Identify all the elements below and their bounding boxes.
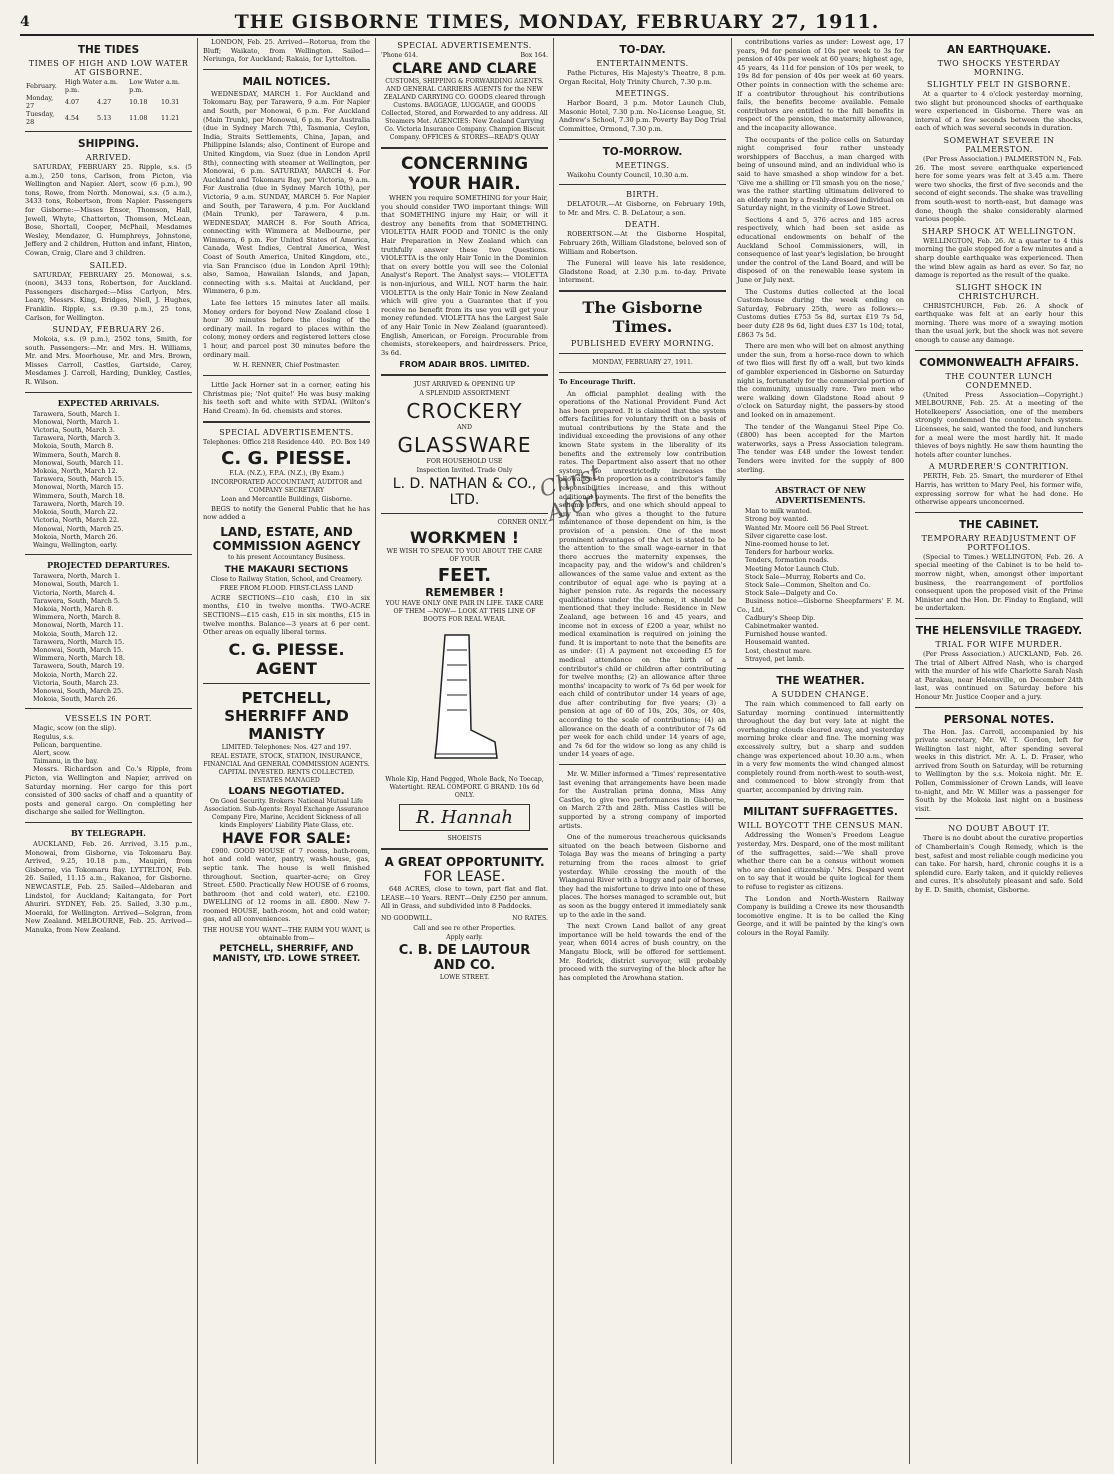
sunday-text: Mokoia, s.s. (9 p.m.), 2502 tons, Smith, for south. Passengers:—Mr. and Mrs. H. Williams, Mr. and Mrs. Moorhouse, Mr. and Mrs. Brown, Misses Carroll, Castles, Gartside, Carey, Mesdames J. Carroll, Harding, Dunkley, Castles, R. Wilson. [25,335,192,387]
divider [203,683,370,684]
palmerston-text: (Per Press Association.) PALMERSTON N., Feb. 26. The most severe earthquake experienced here for some years was felt at 3.45 a.m. There were two shocks, the first of five seconds and the second of eight seconds. The shake was travelling from south-west to north-east, but damage was done, though the shake considerably alarmed various people. [915,154,1083,224]
workmen-title: WORKMEN ! [409,528,520,548]
murderer-text: PERTH, Feb. 25. Smart, the murderer of Ethel Harris, has written to Mary Peel, his former wife, expressing sorrow for what he had done. He otherwise appears unconcerned. [915,472,1083,507]
nathan-title: L. D. NATHAN & CO., LTD. [392,476,537,509]
horner-ad: Little Jack Horner sat in a corner, eating his Christmas pie; 'Not quite!' He was busy making his teeth soft and white with SYDAL (Wilton's Hand Cream). In 6d. chemists and stores. [203,381,370,415]
helensville-subtitle: TRIAL FOR WIFE MURDER. [935,639,1063,649]
hair-footer: FROM ADAIR BROS. LIMITED. [399,360,530,370]
tides-header-row [25,78,192,94]
table-cell: Monday, 27 [26,94,54,110]
tides-table [25,78,192,126]
list-item: Monowai, North, March 15. [33,483,124,492]
hair-text: WHEN you require SOMETHING for your Hair, you should consider TWO important things: Will that SOMETHING injure my Hair, or will it destroy any benefits from that SOMETHING. VIOLETTA HAIR FOOD and TONIC is the only Hair Preparation in New Zealand which can truthfully answer these two Questions. VIOLETTA is the only Hair Tonic in the Dominion that on every bottle you will see the Colonial Analyst's Report. The Analyst says:— VIOLETTA is non-injurious, and WILL NOT harm the hair. VIOLETTA is the only Hair Tonic in New Zealand which will give you a Guarantee that if you receive no benefit from its use you will get your money refunded. VIOLETTA has the Largest Sale of any Hair Tonic in New Zealand (guaranteed). English, American, or Foreign. Procurable from chemists, storekeepers, and hairdressers. Price, 3s 6d. [381,194,548,357]
boot-illustration [425,630,505,770]
divider [559,372,726,373]
divider [381,848,548,850]
earthquake-subtitle-2: SLIGHTLY FELT IN GISBORNE. [927,80,1071,89]
list-item: Mokoia, North, March 8. [33,604,114,613]
divider [737,668,904,669]
list-item: Tenders for harbour works. [745,548,834,557]
vessels-title: VESSELS IN PORT. [65,714,152,724]
divider [25,708,192,709]
divider [559,139,726,140]
entertainments-title: ENTERTAINMENTS. [596,59,689,68]
petchell-text: REAL ESTATE, STOCK, STATION, INSURANCE, FINANCIAL And GENERAL COMMISSION AGENTS. CAPITAL INVESTED. RENTS COLLECTED. ESTATES MANAGED [203,752,370,784]
meetings-text: Harbor Board, 3 p.m. Motor Launch Club, Masonic Hotel, 7.30 p.m. No-License League, St. Andrew's School, 7.30 p.m. Poverty Bay Dog Trial Committee, Ormond, 7.30 p.m. [559,99,726,133]
birth-title: BIRTH. [626,190,659,200]
funeral-text: The Funeral will leave his late residence, Gladstone Road, at 2.30 p.m. to-day. Private interment. [559,259,726,285]
divider [381,513,548,514]
petchell-sub: LIMITED. Telephones: Nos. 427 and 197. [221,743,352,751]
earthquake-title: AN EARTHQUAKE. [947,44,1051,56]
hair-title: CONCERNING YOUR HAIR. [400,154,529,194]
divider [559,290,726,292]
lease-text: 648 ACRES, close to town, part flat and flat. LEASE—10 Years. RENT—Only £250 per annum. All in Grass, and subdivided into 8 Paddocks. [381,885,548,911]
apply-text: Apply early. [446,934,483,942]
divider [915,707,1083,708]
opportunity-title: A GREAT OPPORTUNITY. [384,855,545,870]
lautour-address: LOWE STREET. [439,974,490,982]
divider [915,350,1083,351]
castles-text: Mr. W. Miller informed a 'Times' representative last evening that arrangements have been made for the Australian prima donna, Miss Amy Castles, to give two performances in Gisborne, on March 27th and 28th. Miss Castles will be supported by a strong company of imported artists. [559,770,726,830]
table-cell: 5.13 [97,114,112,122]
hannah-sub: SHOEISTS [447,835,482,843]
piesse-agent: C. G. PIESSE. AGENT [228,639,345,678]
abstract-list [737,507,904,663]
tender-text: The tender of the Wanganui Steel Pipe Co. (£800) has been accepted for the Marton waterworks, says a Press Association telegram. The tender was £48 under the lowest tender. Tenders were invited for the supply of 800 sterling. [737,422,904,474]
table-cell: Tuesday, 28 [26,110,55,126]
boot-text: Whole Kip, Hand Pegged, Whole Back, No Toecap, Watertight. REAL COMFORT. G BRAND. 10s 6d ONLY. [385,776,544,800]
divider [381,147,548,149]
telephones: Telephones: Office 218 Residence 440. [203,438,325,446]
clare-text: CUSTOMS, SHIPPING & FORWARDING AGENTS. AND GENERAL CARRIERS AGENTS for the NEW ZEALAND CARRYING CO. GOODS cleared through Customs. BAGGAGE, LUGGAGE, and GOODS Collected, Stored, and Forwarded to any address. All Steamers Met. AGENCIES: New Zealand Carrying Co. Victoria Insurance Company. Champion Biscuit Company. OFFICES & STORES—READ'S QUAY [381,78,548,141]
lease-title: FOR LEASE. [423,869,506,886]
tides-header-cell: February. [26,82,57,90]
table-cell: 10.18 [129,98,148,106]
sailed-title: SAILED. [89,260,128,270]
london-text: LONDON, Feb. 25. Arrived—Rotorua, from the Bluff; Waikato, from Wellington. Sailed—Neriunga, for Auckland; Rakaia, for Lyttelton. [203,38,370,64]
table-row [25,94,192,110]
projected-departures-title: PROJECTED DEPARTURES. [47,560,170,571]
list-item: Tarawera, South, March 15. [33,475,125,484]
personal-text: The Hon. Jas. Carroll, accompanied by his private secretary, Mr. W. T. Gordon, left for Wellington last night, after spending several weeks in this district. Mr. A. L. D. Fraser, who arrived from South on Saturday, will be returning to Wellington by the s.s. Mokoia night. Mr. E. Pollen, Commissioner of Crown Lands, will leave to-night, and Mr. W. Miller was a passenger for South by the Mokoia last night on a business visit. [915,727,1083,813]
page-title: THE GISBORNE TIMES, MONDAY, FEBRUARY 27, 1911. [234,11,880,33]
arrived-title: ARRIVED. [85,153,132,162]
list-item: Wanted Mr. Moore cell 56 Peel Street. [745,523,869,532]
meetings-title: MEETINGS. [615,89,670,99]
divider [25,822,192,823]
page-number: 4 [20,14,30,30]
arrived-text: SATURDAY, FEBRUARY 25. Ripple, s.s. (5 a.m.), 250 tons, Carlson, from Picton, via Wellington and Napier. Alert, scow (6 p.m.), 90 tons, Rowe, from North. Monowai, s.s. (5 a.m.), 3433 tons, Robertson, from Napier. Passengers for Gisborne:—Misses Ensor, Thomson, Hall, Jewell, Whyte, Chatterton, Thomson, McLean, Bose, Shortall, Cooper, McPhail, Mesdames Wesley, Mendazer, G. Humphreys, Johnstone, Jeffery and 2 children, Hutton and infant, Hinton, Cowan, Craig, Clare and 3 children. [25,163,192,257]
list-item: Mokoia, South, March 8. [33,442,114,451]
divider [381,374,548,376]
tides-header-cell: High Water a.m. p.m. [64,78,118,94]
abstract-title: ABSTRACT OF NEW ADVERTISEMENTS. [775,485,866,506]
clare-title: CLARE AND CLARE [392,61,537,77]
list-item: Mokoia, South, March 26. [33,695,118,704]
shipping-title: SHIPPING. [78,138,139,150]
box: Box 164. [520,52,548,59]
list-item: Meeting Motor Launch Club. [745,564,840,573]
railway-text: The London and North-Western Railway Company is building a Crewe its new thousandth locomotive engine. It is to be called the King George, and it will be painted by the king's own colours in the Royal Family. [737,894,904,938]
murderer-title: A MURDERER'S CONTRITION. [929,462,1069,472]
list-item: Monowai, South, March 15. [33,645,124,654]
column-6 [910,38,1088,1464]
list-item: Tarawera, North, March 19. [33,499,125,508]
list-item: Tenders, formation roads. [745,556,829,565]
cabinet-text: (Special to Times.) WELLINGTON, Feb. 26. A special meeting of the Cabinet is to be held to-morrow night, when, amongst other important business, the rearrangement of portfolios consequent upon the proposed visit of the Prime Minister and the Hon. Dr. Finday to England, will be undertaken. [915,552,1083,613]
weather-title: THE WEATHER. [776,674,865,687]
table-cell: 4.54 [64,114,80,122]
acre-text: ACRE SECTIONS—£10 cash, £10 in six months, £10 in twelve months. TWO-ACRE SECTIONS—£15 cash, £15 in six months, £15 in twelve months. Balance—3 years at 6 per cent. Other areas on equally liberal terms. [203,593,370,637]
piesse-quals: F.I.A. (N.Z.), F.P.A. (N.Z.), (By Exam.) [229,469,344,477]
weather-text: The rain which commenced to fall early on Saturday morning continued intermittently throughout the day but very late at night the overhanging clouds cleared away, and yesterday morning broke clear and fine. The morning was excessively sultry, but a sharp and sudden change was experienced about 10.30 a.m., when in a very few moments the wind changed almost completely round from north-west to south-west, and commenced to blow strongly from that quarter, accompanied by driving rain. [737,699,904,794]
newspaper-flag: The Gisborne Times. [582,297,703,336]
christchurch-title: SLIGHT SHOCK IN CHRISTCHURCH. [955,282,1043,301]
list-item: Strayed, pet lamb. [745,654,805,663]
tides-title: THE TIDES [77,44,140,56]
customs-text: The Customs duties collected at the local Custom-house during the week ending on Saturday, February 25th, were as follows:—Customs duties £753 5s 8d, surtax £19 7s 5d, beer duty £28 9s 6d, light dues £37 1s 10d; total, £863 7s 5d. [737,287,904,339]
leader-side-heading: To Encourage Thrift. [559,377,636,386]
list-item: Mokoia, North, March 26. [33,532,118,541]
handwritten-annotation-text: Chrst Aforl [536,460,605,527]
list-item: Cabinetmaker wanted. [745,621,819,630]
leader-text: An official pamphlet dealing with the operations of the National Provident Fund Act has been prepared. It is claimed that the system offers facilities for voluntary thrift on a basis of mutual contributions by the State and the individual exceeding the provisions of any other known State system in the liberality of its benefits and the extremely low contribution rates. The Department also assert that no other system so unrestrictedly increases the allowances in proportion as a contributor's family responsibilities increase, and this without additional payments. The first of the benefits the scheme offers, and one which should appeal to any man who gives a thought to the future maintenance of those dependent on him, is the provision of a pension. One of the most prominent advantages of the Act is stated to be the attention to the small wage-earner in that there accrues the maternity expenses, the incapacity pay, and the widow's and children's allowances of the same value and extent as the contributor of equal age who is paying at a higher pension rate. As regards the necessary qualifications under the scheme, it should be mentioned that they include: Residence in New Zealand, age between 16 and 45 years, and income not in excess of £200 a year, whilst no medical examination is required on joining the fund. It is important to note that the benefits are as under: (1) A payment not exceeding £5 for medical attendance on the birth of a contributor's child or children after contributing for twelve months; (2) an allowance after three months' incapacity to work of 7s 6d per week for each child of contributor under 14 years of age, due after contributing for five years; (3) a pension at age of 60 of 10s, 20s, 30s, or 40s, according to the scale of contributions; (4) an allowance on the death of a contributor of 7s 6d per week for each child under 14 years of age, and 7s 6d for the widow so long as any child is under 14 years of age. [559,389,726,759]
today-title: TO-DAY. [619,44,666,56]
list-item: Tarawera, North, March 3. [33,434,121,443]
column-3 [376,38,554,1464]
list-item: Victoria, South, March 3. [33,426,115,435]
divider [25,392,192,393]
column-4 [554,38,732,1464]
lunch-text: (United Press Association—Copyright.) MELBOURNE, Feb. 25. At a meeting of the Hotelkeepers' Association, one of the members strongly condemned the counter lunch system. Licensees, he said, wanted the food, and lunchers for a meal were the most hardly hit. It made thieves of boys nightly. He saw them haunting the hotels after counter lunches. [915,390,1083,459]
for-sale-title: HAVE FOR SALE: [222,830,351,847]
list-item: Cadbury's Sheep Dip. [745,613,816,622]
for-sale-text: £900. GOOD HOUSE of 7 rooms, bath-room, hot and cold water, pantry, wash-house, gas, septic tank. The house is well finished throughout. Section, quarter-acre; on Grey Street. £500. Practically New HOUSE of 6 rooms, bathroom (hot and cold water), etc. £2100. DWELLING of 12 rooms in all. £800. New 7-roomed HOUSE, bath-room, hot and cold water; gas, and all conveniences. [203,846,370,924]
tides-subtitle: TIMES OF HIGH AND LOW WATER AT GISBORNE. [28,59,189,77]
expected-arrivals-title: EXPECTED ARRIVALS. [57,397,160,408]
list-item: Stock Sale—Murray, Roberts and Co. [745,572,866,581]
list-item: Wimmera, South, March 8. [33,450,121,459]
earthquake-text: At a quarter to 4 o'clock yesterday morning, two slight but pronounced shocks of earthquake were experienced in Gisborne. There was an interval of a few seconds between the shocks, each of which was several seconds in duration. [915,90,1083,133]
telegraph-text: AUCKLAND, Feb. 26. Arrived, 3.15 p.m., Monowai, from Gisborne, via Tokomaru Bay. Arrived, 9.25, 10.18 p.m., Maupiri, from Gisborne, via Tokomaru Bay. LYTTELTON, Feb. 26. Sailed, 11.15 a.m., Rakanoa, for Gisborne. NEWCASTLE, Feb. 25. Sailed—Aldebaran and Lindstol, for Auckland; Kaitangata, for Port Ahuriri. SYDNEY, Feb. 25. Sailed, 3.30 p.m., Moeraki, for Wellington. Arrived—Solgran, from New Zealand. MELBOURNE, Feb. 25. Arrived—Manuka, from New Zealand. [25,839,192,934]
birth-text: DELATOUR.—At Gisborne, on February 19th, to Mr. and Mrs. C. B. DeLatour, a son. [559,200,726,217]
glassware-title: GLASSWARE [397,433,532,458]
doubt-text: There is no doubt about the curative properties of Chamberlain's Cough Remedy, which is the best, safest and most reliable cough medicine you can take. For harsh, hard, chronic coughs it is a splendid cure. Early taken, and it quickly relieves and cures. It's absolutely pleasant and safe. Sold by E. D. Smith, chemist, Gisborne. [915,834,1083,894]
list-item: Business notice—Gisborne Sheepfarmers' F. M. Co., Ltd. [737,597,904,614]
police-cells-text: The occupants of the police cells on Saturday night comprised four rather unsteady worshippers of Bacchus, a man charged with being of unsound mind, and an individual who is said to have smashed a shop window for a bet. 'Give me a shilling or I'll smash you on the nose,' was the rather startling ultimatum delivered to an elderly man by a freshly-dressed individual on Saturday night, in the vicinity of Lowe Street. [737,135,904,213]
list-item: Victoria, North, March 4. [33,588,115,597]
list-item: Regulus, s.s. [33,732,74,741]
no-rates: NO RATES. [512,915,548,923]
betting-text: There are men who will bet on almost anything under the sun, from a horse-race down to which of two flies will first fly off a wall, but two kinds of gambler experienced in Gisborne on Saturday night is, fortunately for the commercial portion of the community, unusually rare. Two men who were walking down Gladstone Road about 9 o'clock on Saturday night, the passers-by stood and looked on in amazement. [737,342,904,419]
list-item: Stock Sale—Dalgety and Co. [745,589,838,598]
remember-text: YOU HAVE ONLY ONE PAIR IN LIFE. TAKE CARE OF THEM —NOW— LOOK AT THIS LINE OF BOOTS FOR REAL WEAR. [385,600,544,624]
crown-land-text: The next Crown Land ballot of any great importance will be held towards the end of the year, when 6014 acres of bush country, on the Mangatu Block, will be offered for settlement. Mr. Rodrick, district surveyor, will probably proceed with the surveying of the block after he has completed the Arowhana station. [559,922,726,982]
suffragettes-text: Addressing the Women's Freedom League yesterday, Mrs. Despard, one of the most militant of the suffragettes, said:—'We shall prove whether there can be a census without women who are denied citizenship.' Mrs. Despard went on to say that it would be quite logical for them to refuse to register as citizens. [737,831,904,892]
columns [20,38,1094,1464]
divider [559,184,726,185]
list-item: Nine-roomed house to let. [745,539,830,548]
list-item: Silver cigarette case lost. [745,531,828,540]
hannah-signature: R. Hannah [399,804,530,831]
list-item: Tarawera, South, March 19. [33,662,125,671]
divider [559,764,726,765]
list-item: Alert, scow. [33,748,71,757]
table-cell: 4.07 [64,98,80,106]
column-1 [20,38,198,1464]
list-item: Wimmera, South, March 18. [33,491,125,500]
divider [25,554,192,555]
cabinet-title: THE CABINET. [958,518,1040,531]
crockery-title: CROCKERY [406,399,523,424]
column-2 [198,38,376,1464]
mail-late-text: Late fee letters 15 minutes later all mails. Money orders for beyond New Zealand close 1 hour 30 minutes before the closing of the ordinary mail. In regard to places within the colony, money orders and registered letters close 1 hour, and parcel post 30 minutes before the ordinary mail. [203,299,370,359]
house-want-text: THE HOUSE YOU WANT—THE FARM YOU WANT, is obtainable from— [203,927,370,943]
and-text: AND [457,424,472,432]
makauri-text: Close to Railway Station, School, and Creamery. [210,575,363,583]
land-agency-title: LAND, ESTATE, AND COMMISSION AGENCY [212,524,361,553]
death-title: DEATH. [624,220,661,230]
loans-title: LOANS NEGOTIATED. [228,785,345,797]
personal-title: PERSONAL NOTES. [943,713,1055,726]
published-line: PUBLISHED EVERY MORNING. [570,338,715,348]
workmen-text: WE WISH TO SPEAK TO YOU ABOUT THE CARE OF YOUR [386,548,543,564]
suffragettes-subtitle: WILL BOYCOTT THE CENSUS MAN. [737,821,904,831]
list-item: Strong boy wanted. [745,515,809,524]
divider [737,479,904,480]
piesse-line: INCORPORATED ACCOUNTANT, AUDITOR and COMPANY SECRETARY [211,478,362,494]
list-item: Tarawera, South, March 1. [33,409,120,418]
list-item: Monowai, South, March 1. [33,580,120,589]
call-text: Call and see re other Properties. [413,925,516,933]
divider [203,69,370,70]
list-item: Victoria, North, March 22. [33,516,120,525]
makauri-more: FREE FROM FLOOD. FIRST-CLASS LAND [219,584,354,592]
list-item: Mokoia, North, March 12. [33,467,118,476]
list-item: Wimmera, North, March 8. [33,613,121,622]
contact-row [203,438,370,448]
land-agency-sub: to his present Accountancy Business. [228,553,345,561]
household-text: FOR HOUSEHOLD USE [426,458,503,466]
death-text: ROBERTSON.—At the Gisborne Hospital, February 26th, William Gladstone, beloved son of William and Robertson. [559,230,726,256]
list-item: Mokoia, North, March 22. [33,670,118,679]
date-line: MONDAY, FEBRUARY 27, 1911. [592,358,693,366]
quicksand-text: One of the numerous treacherous quicksands situated on the beach between Gisborne and Tolaga Bay was the means of bringing a party returning from the races almost to grief yesterday. While crossing the mouth of the Wianganui River with a buggy and pair of horses, they had the misfortune to drive into one of these places. The horses managed to scramble out, but as soon as the buggy entered it immediately sank up to the axle in the sand. [559,833,726,919]
list-item: Mokoia, South, March 22. [33,508,118,517]
list-item: Monowai, North, March 25. [33,524,124,533]
divider [203,375,370,376]
vessels-text: Messrs. Richardson and Co.'s Ripple, from Picton, via Wellington and Napier, arrived on Saturday morning. Her cargo for this port consisted of 300 sacks of chaff and a quantity of posts and general cargo. On completing her discharge she sailed for Wellington. [25,765,192,817]
po-box: P.O. Box 149 [330,438,370,446]
list-item: Pelican, barquentine. [33,740,103,749]
list-item: Stock Sale—Common, Shelton and Co. [745,580,871,589]
list-item: Magic, scow (on the slip). [33,724,117,733]
piesse-loan: Loan and Mercantile Buildings, Gisborne. [220,495,353,503]
boot-icon [425,630,505,770]
no-goodwill: NO GOODWILL. [381,915,433,923]
petchell-title: PETCHELL, SHERRIFF AND MANISTY [224,688,349,743]
sections-text: Sections 4 and 5, 376 acres and 185 acres respectively, which had been set aside as educational endowments on behalf of the Auckland School Commissioners, will, in consequence of last year's legislation, be brought under the control of the Land Board, and will be disposed of on the renewable lease system in June or July next. [737,215,904,285]
arrived-banner: JUST ARRIVED & OPENING UP [414,381,515,389]
list-item: Mokoia, South, March 12. [33,629,118,638]
contact-row [381,51,548,61]
cabinet-subtitle: TEMPORARY READJUSTMENT OF PORTFOLIOS. [921,533,1077,552]
piesse-name: C. G. PIESSE. [221,447,352,469]
vessels-list [25,724,192,765]
divider [25,131,192,132]
corner-text: CORNER ONLY. [497,519,548,527]
inspection-text: Inspection Invited. Trade Only [416,467,513,475]
list-item: Tarawera, North, March 15. [33,637,125,646]
loans-text: On Good Security. Brokers: National Mutual Life Association. Sub-Agents: Royal Exchange Assurance Company Fire, Marine, Accident Sickness of all kinds Employers' Liability Plate Glass, etc. [204,797,369,829]
list-item: Waingu, Wellington, early. [33,540,118,549]
table-row [25,110,192,126]
feet-title: FEET. [437,565,492,587]
special-ads-title: SPECIAL ADVERTISEMENTS. [397,41,532,50]
masthead [20,10,1094,36]
lunch-title: THE COUNTER LUNCH CONDEMNED. [945,371,1053,390]
list-item: Furnished house wanted. [745,630,828,639]
divider [915,618,1083,619]
table-cell: 4.27 [97,98,112,106]
divider [915,818,1083,819]
commonwealth-title: COMMONWEALTH AFFAIRS. [919,356,1079,369]
wellington-text: WELLINGTON, Feb. 26. At a quarter to 4 this morning the gale stopped for a few minutes and a sharp double earthquake was experienced. Then the wind blew again as hard as ever. So far, no damage is reported as the result of the quake. [915,236,1083,280]
list-item: Monowai, South, March 25. [33,686,124,695]
expected-arrivals-list [25,410,192,549]
list-item: Man to milk wanted. [745,507,812,516]
mail-notices-text: WEDNESDAY, MARCH 1. For Auckland and Tokomaru Bay, per Tarawera, 9 a.m. For Napier and South, per Monowai, 6 p.m. For Auckland (Main Trunk), per Monowai, 6 p.m. For Australia (due in Sydney March 7th), Tasmania, Ceylon, India, Straits Settlements, China, Japan, and Philippine Islands; also, Continent of Europe and United Kingdom, via Suez (due in London April 8th), connecting with steamer at Wellington, per Monowai, 6 p.m. SATURDAY, MARCH 4. For Auckland and Tokomaru Bay, per Victoria, 9 a.m. For Australia (due in Sydney March 10th), per Victoria, 9 a.m. SUNDAY, MARCH 5. For Napier and South, per Tarawera, 4 p.m. For Auckland (Main Trunk), per Tarawera, 4 p.m. WEDNESDAY, MARCH 8. For South Africa, connecting with Wimmera at Melbourne, per Wimmera, 6 p.m. For United States of America, Canada, West Indies, Central America, West Coast of South America, United Kingdom, etc., via San Francisco (due in London April 19th); also, Samoa, Hawaiian Islands, and Japan, connecting with s.s. Maitai at Auckland, per Wimmera, 6 p.m. [203,89,370,296]
tides-header-cell: Low Water a.m. p.m. [129,78,180,94]
remember-title: REMEMBER ! [425,586,504,600]
sailed-text: SATURDAY, FEBRUARY 25. Monowai, s.s. (noon), 3433 tons, Robertson, for Auckland. Passengers discharged:—Miss Carlyon, Mrs. Leary, Messrs. King, Bridges, Niell, J. Hughes, Franklin. Ripple, s.s. (9.30 p.m.), 25 tons, Carlson, for Wellington. [25,270,192,322]
palmerston-title: SOMEWHAT SEVERE IN PALMERSTON. [943,135,1055,154]
column-5 [732,38,910,1464]
divider [203,421,370,423]
phone: 'Phone 614. [381,52,418,59]
postmaster: W. H. RENNER, Chief Postmaster. [233,362,340,370]
list-item: Tarawera, South, March 5. [33,596,120,605]
lautour-title: C. B. DE LAUTOUR AND CO. [398,943,531,974]
list-item: Wimmera, North, March 18. [33,654,125,663]
helensville-title: THE HELENSVILLE TRAGEDY. [915,624,1083,637]
helensville-text: (Per Press Association.) AUCKLAND, Feb. 26. The trial of Albert Alfred Nash, who is charged with the murder of his wife Charlotte Sarah Nash at Parakau, near Helensville, on December 24th last, was continued on Saturday before his Honour Mr. Justice Cooper and a jury. [915,649,1083,701]
divider [915,512,1083,513]
list-item: Monowai, North, March 11. [33,621,124,630]
sunday-title: SUNDAY, FEBRUARY 26. [52,325,165,335]
table-cell: 10.31 [161,98,180,106]
telegraph-title: BY TELEGRAPH. [71,827,146,838]
doubt-title: NO DOUBT ABOUT IT. [948,824,1050,834]
contributions-text: contributions varies as under: Lowest age, 17 years, 9d for pension of 10s per week to 3s for pension of 40s per week at 60 years; highest age, 45 years, 4s 11d for pension of 10s per week, to 19s 8d for pension of 40s per week at 60 years. Other points in connection with the scheme are: If a contributor throughout his contributions fails, the benefits become available. Female contributors are entitled to the full benefits in respect of the pension, the maternity allowance, and the incapacity allowance. [737,38,904,132]
list-item: Monowai, North, March 1. [33,417,120,426]
divider [559,353,726,354]
table-cell: 11.08 [129,114,148,122]
mail-notices-title: MAIL NOTICES. [242,75,331,88]
suffragettes-title: MILITANT SUFFRAGETTES. [743,806,898,819]
weather-subtitle: A SUDDEN CHANGE. [771,689,870,699]
lease-row [381,914,548,924]
entertainments-text: Pathe Pictures, His Majesty's Theatre, 8 p.m. Organ Recital, Holy Trinity Church, 7.30 p.m. [559,69,726,86]
divider [737,799,904,800]
meetings2-title: MEETINGS. [615,160,670,170]
list-item: Lost, chestnut mare. [745,646,812,655]
begs-text: BEGS to notify the General Public that he has now added a [203,504,370,522]
projected-departures-list [25,572,192,703]
list-item: Monowai, South, March 11. [33,458,124,467]
table-cell: 11.21 [161,114,180,122]
list-item: Tarawera, North, March 1. [33,572,121,581]
special-ads-title: SPECIAL ADVERTISEMENTS. [219,427,354,437]
makauri-title: THE MAKAURI SECTIONS [224,564,349,575]
tomorrow-title: TO-MORROW. [602,145,683,158]
list-item: Victoria, South, March 23. [33,678,119,687]
splendid-text: A SPLENDID ASSORTMENT [419,390,510,398]
meetings2-text: Waikohu County Council, 10.30 a.m. [567,170,689,179]
list-item: Taimanu, in the bay. [33,757,99,766]
wellington-title: SHARP SHOCK AT WELLINGTON. [921,226,1077,236]
petchell-footer: PETCHELL, SHERRIFF, AND MANISTY, LTD. LOWE STREET. [212,944,361,965]
list-item: Housemaid wanted. [745,638,810,647]
christchurch-text: CHRISTCHURCH, Feb. 26. A shock of earthquake was felt at an early hour this morning. There was more of a swaying motion than the usual jerk, but the shock was not severe enough to cause any damage. [915,301,1083,345]
earthquake-subtitle: TWO SHOCKS YESTERDAY MORNING. [937,59,1061,77]
